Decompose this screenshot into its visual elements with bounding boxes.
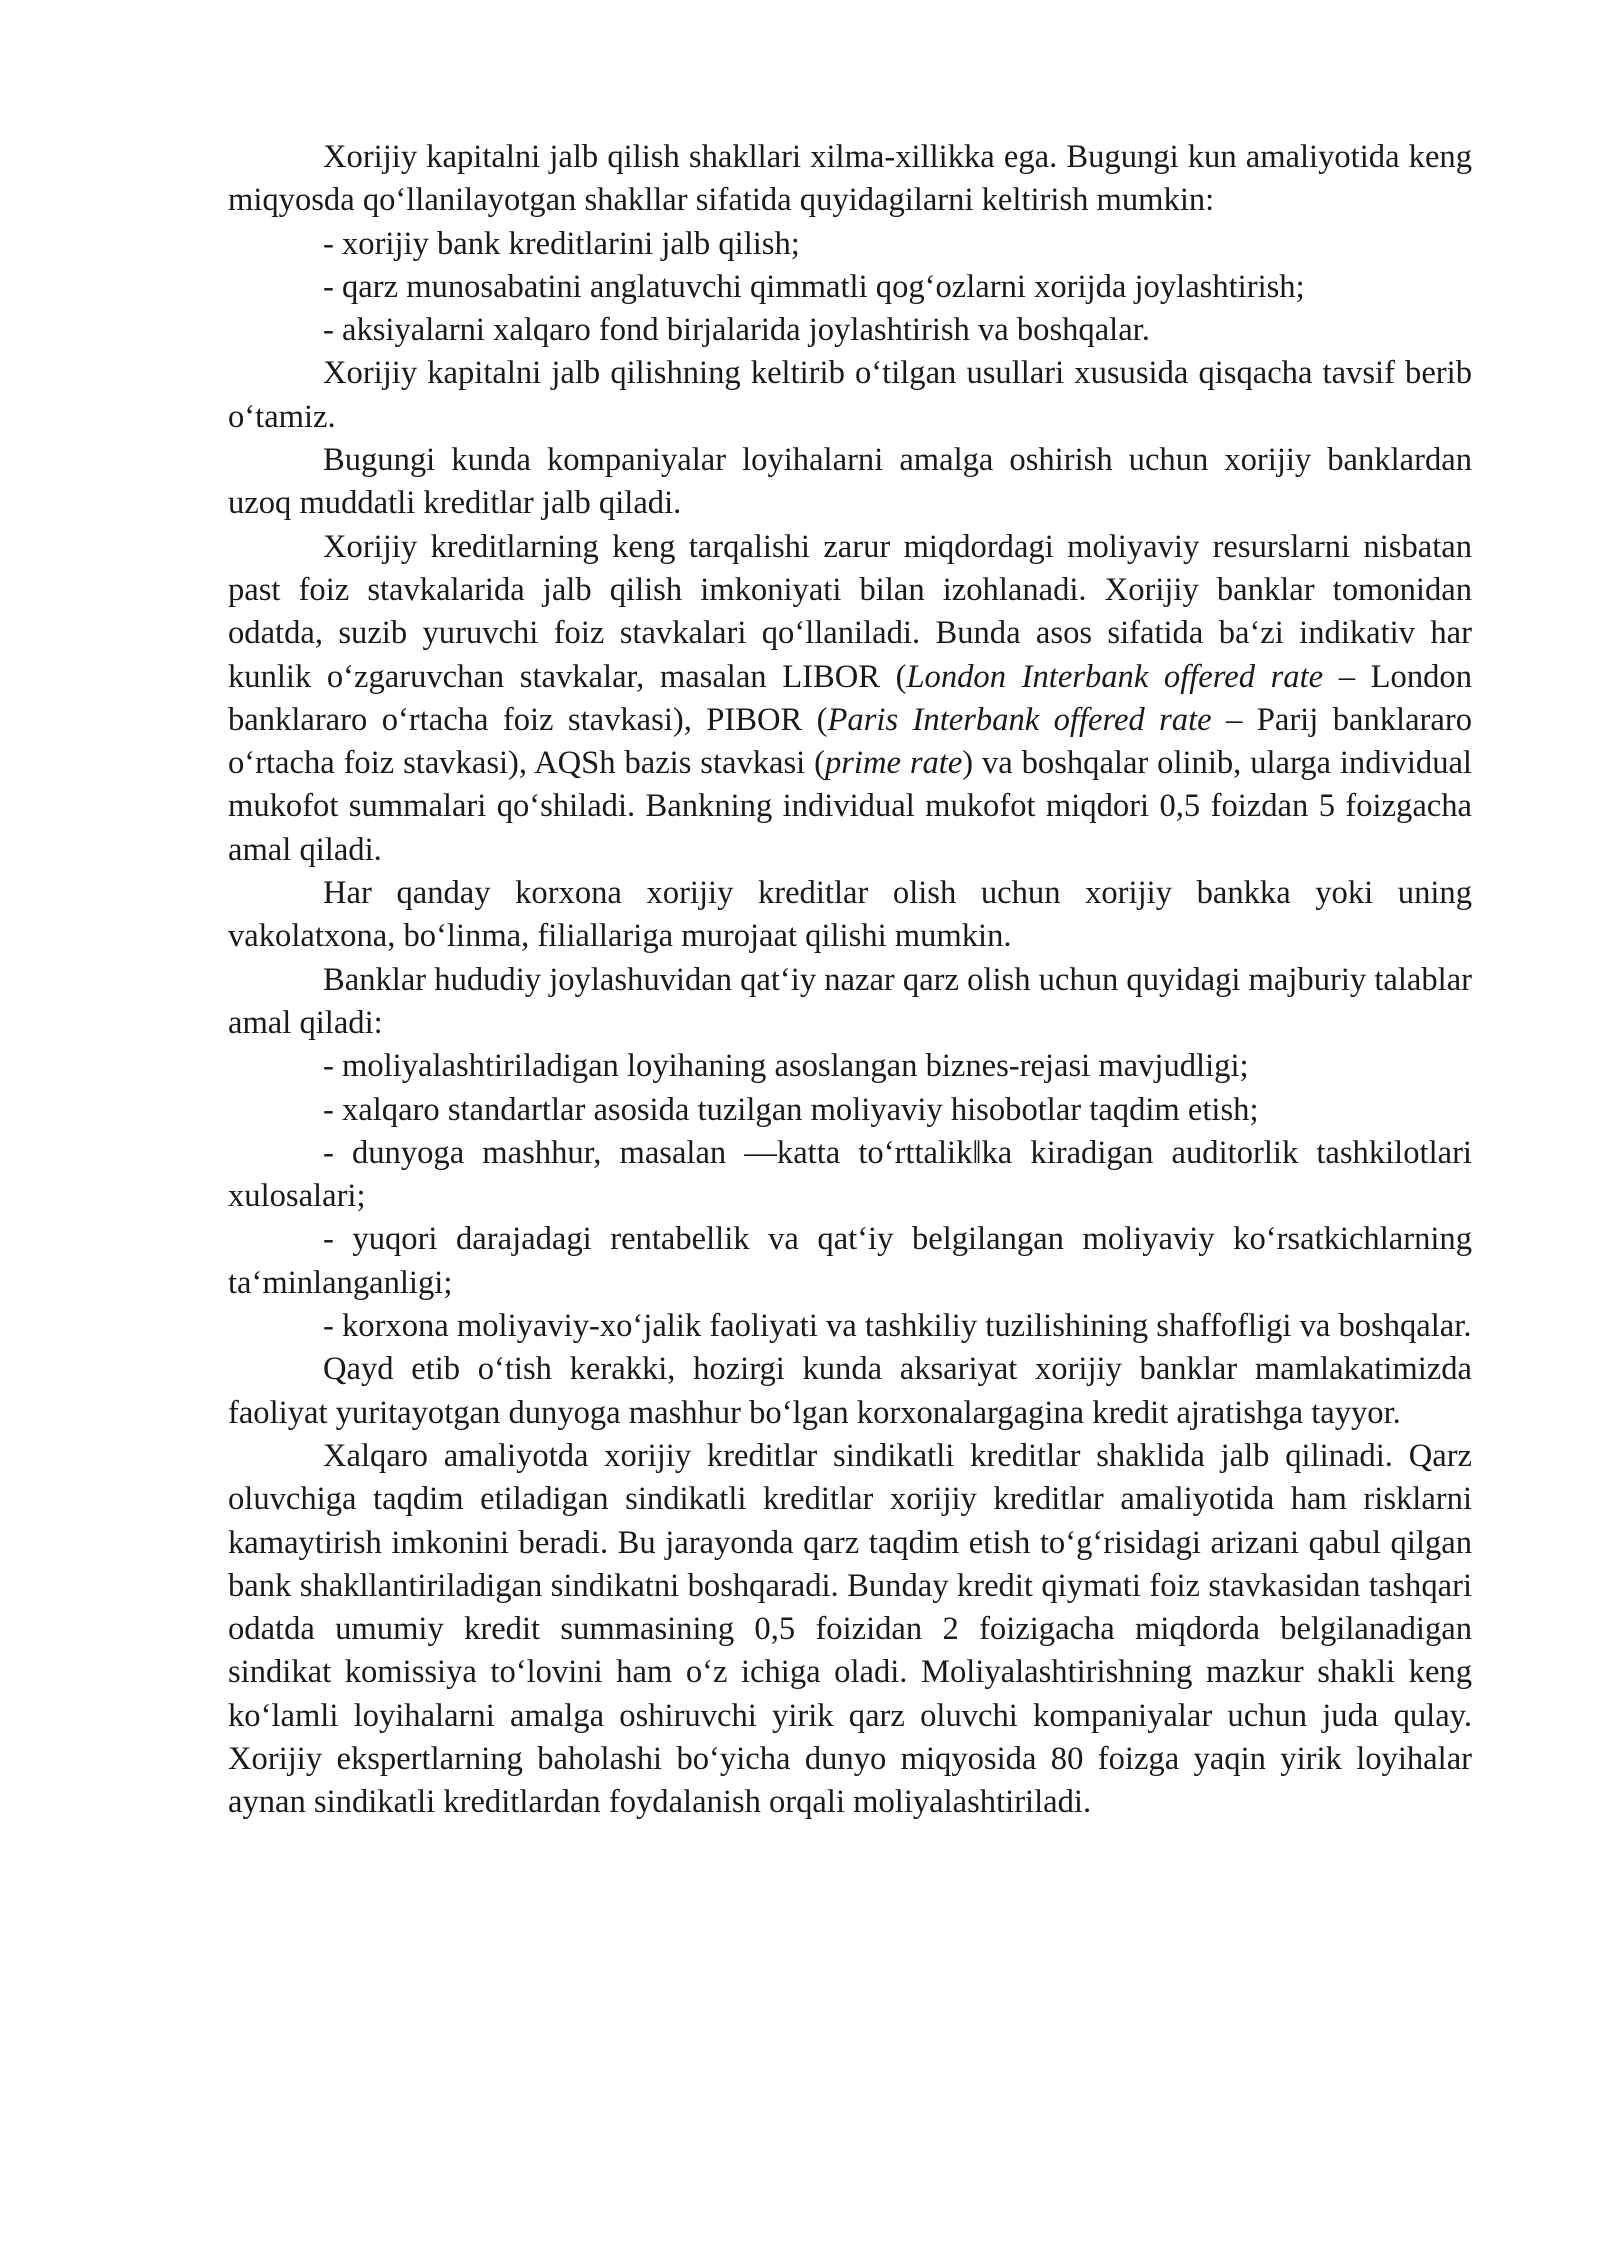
list-item: - qarz munosabatini anglatuvchi qimmatli qog‘ozlarni xorijda joylashtirish; <box>323 268 1305 305</box>
list-item: - moliyalashtiriladigan loyihaning asoslangan biznes-rejasi mavjudligi; <box>323 1048 1249 1085</box>
list-item: - aksiyalarni xalqaro fond birjalarida joylashtirish va boshqalar. <box>323 312 1150 349</box>
paragraph: Qayd etib o‘tish kerakki, hozirgi kunda aksariyat xorijiy banklar mamlakatimizda faoliyat yuritayotgan dunyoga mashhur bo‘lgan korxonalargagina kredit ajratishga tayyor. <box>228 1351 1472 1431</box>
text-span: – London banklararo o‘rtacha foiz stavkasi), PIBOR ( <box>228 658 1472 738</box>
list-item: - xorijiy bank kreditlarini jalb qilish; <box>323 225 800 262</box>
italic-term: prime rate <box>824 745 963 782</box>
paragraph: Har qanday korxona xorijiy kreditlar olish uchun xorijiy bankka yoki uning vakolatxona, bo‘linma, filiallariga murojaat qilishi mumkin. <box>228 875 1472 955</box>
italic-term: Paris Interbank offered rate <box>827 701 1212 738</box>
list-item: - xalqaro standartlar asosida tuzilgan moliyaviy hisobotlar taqdim etish; <box>323 1091 1259 1128</box>
paragraph: Xorijiy kapitalni jalb qilishning keltirib o‘tilgan usullari xususida qisqacha tavsif berib o‘tamiz. <box>228 355 1472 435</box>
list-item: - yuqori darajadagi rentabellik va qat‘iy belgilangan moliyaviy ko‘rsatkichlarning ta‘minlanganligi; <box>228 1221 1472 1301</box>
paragraph: Bugungi kunda kompaniyalar loyihalarni amalga oshirish uchun xorijiy banklardan uzoq muddatli kreditlar jalb qiladi. <box>228 442 1472 522</box>
italic-term: London Interbank offered rate <box>906 658 1324 695</box>
paragraph: Xorijiy kapitalni jalb qilish shakllari xilma-xillikka ega. Bugungi kun amaliyotida keng miqyosda qo‘llanilayotgan shakllar sifatida quyidagilarni keltirish mumkin: <box>228 139 1472 219</box>
text-span: – Parij banklararo o‘rtacha foiz stavkasi), AQSh bazis stavkasi ( <box>228 701 1472 782</box>
text-span: Xorijiy kreditlarning keng tarqalishi zarur miqdordagi moliyaviy resurslarni nisbatan past foiz stavkalarida jalb qilish imkoniyati bilan izohlanadi. Xorijiy banklar tomonidan odatda, suzib yuruvchi foiz stavkalari qo‘llaniladi. Bunda asos sifatida ba‘zi indikativ har kunlik o‘zgaruvchan stavkalar, masalan LIBOR ( <box>228 528 1472 695</box>
list-item: - dunyoga mashhur, masalan ―katta to‘rttalik‖ka kiradigan auditorlik tashkilotlari xulosalari; <box>228 1134 1472 1215</box>
list-item: - korxona moliyaviy-xo‘jalik faoliyati va tashkiliy tuzilishining shaffofligi va boshqalar. <box>323 1308 1472 1345</box>
document-page <box>228 136 1472 1825</box>
paragraph: Banklar hududiy joylashuvidan qat‘iy nazar qarz olish uchun quyidagi majburiy talablar amal qiladi: <box>228 961 1472 1041</box>
text-span: ) va boshqalar olinib, ularga individual mukofot summalari qo‘shiladi. Bankning individual mukofot miqdori 0,5 foizdan 5 foizgacha amal qiladi. <box>228 745 1472 868</box>
paragraph: Xalqaro amaliyotda xorijiy kreditlar sindikatli kreditlar shaklida jalb qilinadi. Qarz oluvchiga taqdim etiladigan sindikatli kreditlar xorijiy kreditlar amaliyotida ham risklarni kamaytirish imkonini beradi. Bu jarayonda qarz taqdim etish to‘g‘risidagi arizani qabul qilgan bank shakllantiriladigan sindikatni boshqaradi. Bunday kredit qiymati foiz stavkasidan tashqari odatda umumiy kredit summasining 0,5 foizidan 2 foizigacha miqdorda belgilanadigan sindikat komissiya to‘lovini ham o‘z ichiga oladi. Moliyalashtirishning mazkur shakli keng ko‘lamli loyihalarni amalga oshiruvchi yirik qarz oluvchi kompaniyalar uchun juda qulay. Xorijiy ekspertlarning baholashi bo‘yicha dunyo miqyosida 80 foizga yaqin yirik loyihalar aynan sindikatli kreditlardan foydalanish orqali moliyalashtiriladi. <box>228 1437 1472 1821</box>
paragraph <box>228 526 1472 872</box>
